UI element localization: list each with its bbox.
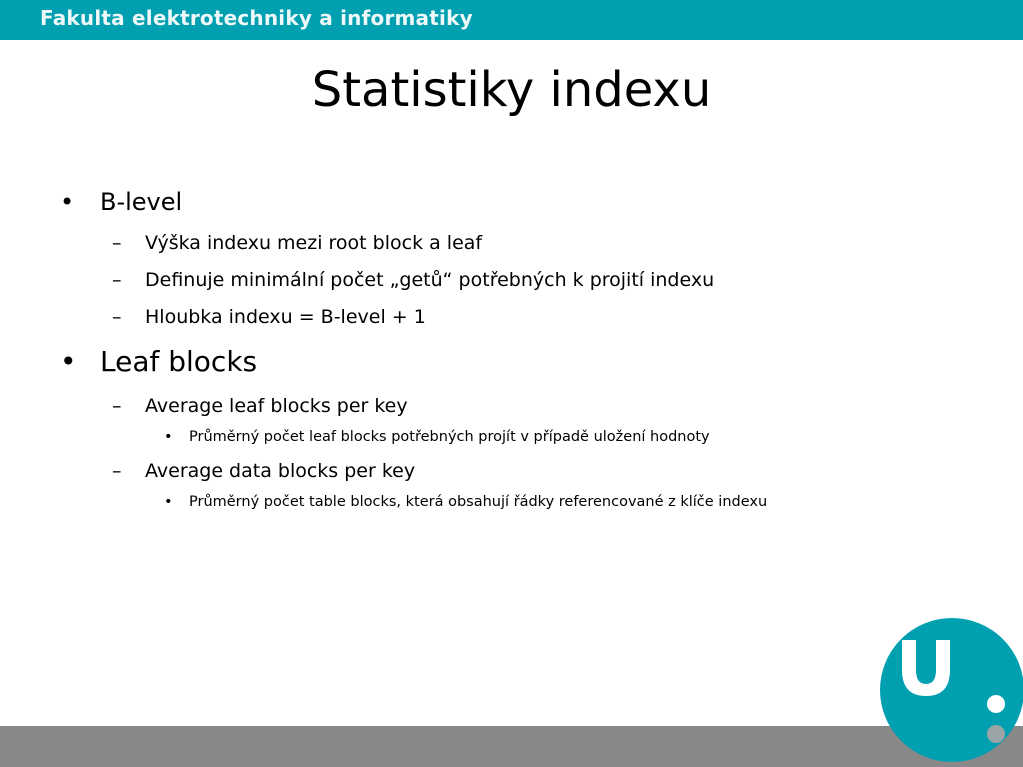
- university-logo-icon: [880, 612, 1023, 767]
- list-item-text: Hloubka indexu = B-level + 1: [145, 306, 426, 328]
- faculty-title: Fakulta elektrotechniky a informatiky: [40, 6, 473, 30]
- bullet-marker: •: [164, 494, 173, 510]
- list-item-text: Average leaf blocks per key: [145, 395, 408, 417]
- list-item-text: Průměrný počet table blocks, která obsahují řádky referencované z klíče indexu: [189, 494, 768, 510]
- dash-marker: –: [112, 460, 122, 482]
- list-item-text: Leaf blocks: [100, 345, 258, 378]
- header-bar: [0, 0, 1023, 40]
- list-item-text: Average data blocks per key: [145, 460, 416, 482]
- bullet-marker: •: [60, 345, 77, 378]
- dash-marker: –: [112, 232, 122, 254]
- list-item-text: Průměrný počet leaf blocks potřebných projít v případě uložení hodnoty: [189, 429, 710, 445]
- dash-marker: –: [112, 269, 122, 291]
- dash-marker: –: [112, 395, 122, 417]
- bullet-marker: •: [60, 188, 75, 216]
- slide-title: Statistiky indexu: [311, 62, 712, 118]
- list-item-text: B-level: [100, 188, 183, 216]
- footer-bar: [0, 726, 1023, 767]
- dash-marker: –: [112, 306, 122, 328]
- bullet-marker: •: [164, 429, 173, 445]
- list-item-text: Definuje minimální počet „getů“ potřebných k projití indexu: [145, 269, 715, 291]
- list-item-text: Výška indexu mezi root block a leaf: [145, 232, 483, 254]
